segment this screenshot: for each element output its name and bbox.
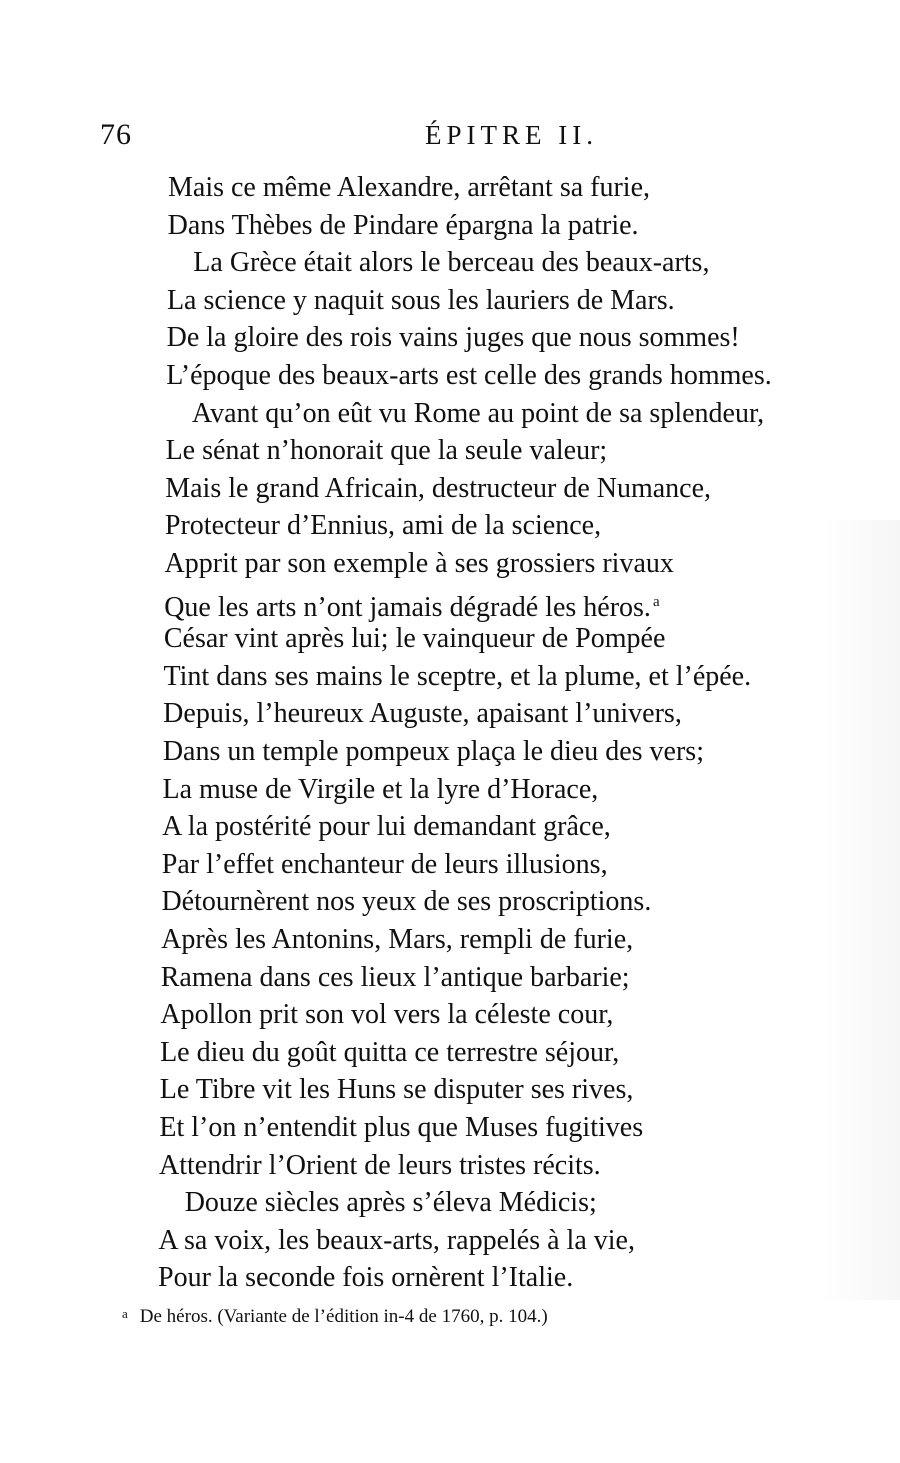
poem-line [163, 696, 682, 732]
poem-line [192, 396, 764, 432]
page-number: 76 [100, 118, 132, 151]
page-header [100, 118, 800, 162]
poem-line [166, 358, 771, 394]
poem-line [159, 1110, 643, 1146]
poem-line-text: César vint après lui; le vainqueur de Pompée [163, 623, 666, 655]
poem-line-text: Et l’on n’entendit plus que Muses fugitives [159, 1112, 644, 1143]
poem-line-text: Mais ce même Alexandre, arrêtant sa furie, [168, 172, 651, 203]
footnote [122, 1306, 548, 1328]
running-title: ÉPITRE II. [425, 120, 598, 150]
poem-line-text: De la gloire des rois vains juges que nous sommes! [166, 322, 740, 354]
poem-line-text: Par l’effet enchanteur de leurs illusions, [161, 848, 608, 880]
poem-line [161, 922, 633, 958]
poem-line-text: Pour la seconde fois ornèrent l’Italie. [158, 1262, 574, 1294]
poem-line [159, 1148, 601, 1184]
poem-line [185, 1185, 597, 1221]
poem-line-text: La Grèce était alors le berceau des beaux-arts, [193, 247, 710, 279]
poem-line [162, 809, 611, 845]
poem-line-text: Douze siècles après s’éleva Médicis; [184, 1187, 597, 1219]
poem-line-text: Depuis, l’heureux Auguste, apaisant l’univers, [163, 698, 682, 730]
poem-line [167, 283, 675, 319]
poem-line-text: Tint dans ses mains le sceptre, et la plume, et l’épée. [163, 660, 752, 692]
poem-line [168, 208, 639, 244]
poem-line [193, 245, 709, 281]
poem-line [160, 997, 613, 1033]
poem-line [158, 1260, 573, 1296]
poem-line-text: Détournèrent nos yeux de ses proscriptions. [161, 886, 652, 918]
poem-line [165, 508, 601, 544]
poem-line-text: Dans un temple pompeux plaça le dieu des vers; [162, 736, 704, 767]
poem-line-text: Que les arts n’ont jamais dégradé les héros. [164, 591, 651, 623]
poem-line-text: Le Tibre vit les Huns se disputer ses rives, [159, 1074, 634, 1106]
poem-line-text: Attendrir l’Orient de leurs tristes récits. [159, 1149, 601, 1181]
poem-line [161, 884, 651, 920]
poem-line [166, 433, 608, 469]
poem-line [165, 471, 711, 507]
poem-line [167, 320, 740, 356]
page-bleed-through [820, 520, 900, 1300]
poem-line-text: Protecteur d’Ennius, ami de la science, [164, 510, 602, 542]
poem-line-text: Le sénat n’honorait que la seule valeur; [165, 435, 608, 467]
poem-line-text: A la postérité pour lui demandant grâce, [162, 811, 611, 843]
poem-line-text: La muse de Virgile et la lyre d’Horace, [162, 773, 599, 805]
poem-line [164, 621, 666, 657]
poem-line [164, 659, 752, 695]
poem-line [162, 772, 598, 808]
poem-line [164, 584, 659, 626]
poem-line [160, 1072, 634, 1108]
footnote-reference: a [652, 593, 660, 610]
poem-line [168, 170, 650, 206]
poem-line-text: La science y naquit sous les lauriers de Mars. [166, 284, 675, 316]
poem-line [160, 1035, 619, 1071]
poem-line [161, 960, 630, 996]
poem-line-text: Le dieu du goût quitta ce terrestre séjour, [160, 1036, 620, 1068]
poem-line-text: Mais le grand Africain, destructeur de Numance, [165, 472, 712, 504]
poem-line-text: Dans Thèbes de Pindare épargna la patrie. [167, 209, 639, 241]
poem-line-text: Apprit par son exemple à ses grossiers rivaux [164, 548, 674, 579]
poem-line-text: Ramena dans ces lieux l’antique barbarie; [160, 961, 630, 993]
poem-line-text: A sa voix, les beaux-arts, rappelés à la vie, [158, 1224, 635, 1256]
poem-line-text: L’époque des beaux-arts est celle des grands hommes. [166, 360, 772, 391]
footnote-mark: a [122, 1306, 128, 1321]
poem-line [162, 847, 608, 883]
poem-line-text: Après les Antonins, Mars, rempli de furie, [161, 924, 634, 955]
footnote-text: De héros. (Variante de l’édition in-4 de 1760, p. 104.) [139, 1306, 548, 1327]
poem-line-text: Avant qu’on eût vu Rome au point de sa splendeur, [191, 397, 765, 429]
poem-line [163, 734, 704, 770]
poem-line [158, 1223, 635, 1259]
poem-line-text: Apollon prit son vol vers la céleste cour, [160, 999, 614, 1031]
poem-line [165, 546, 674, 582]
